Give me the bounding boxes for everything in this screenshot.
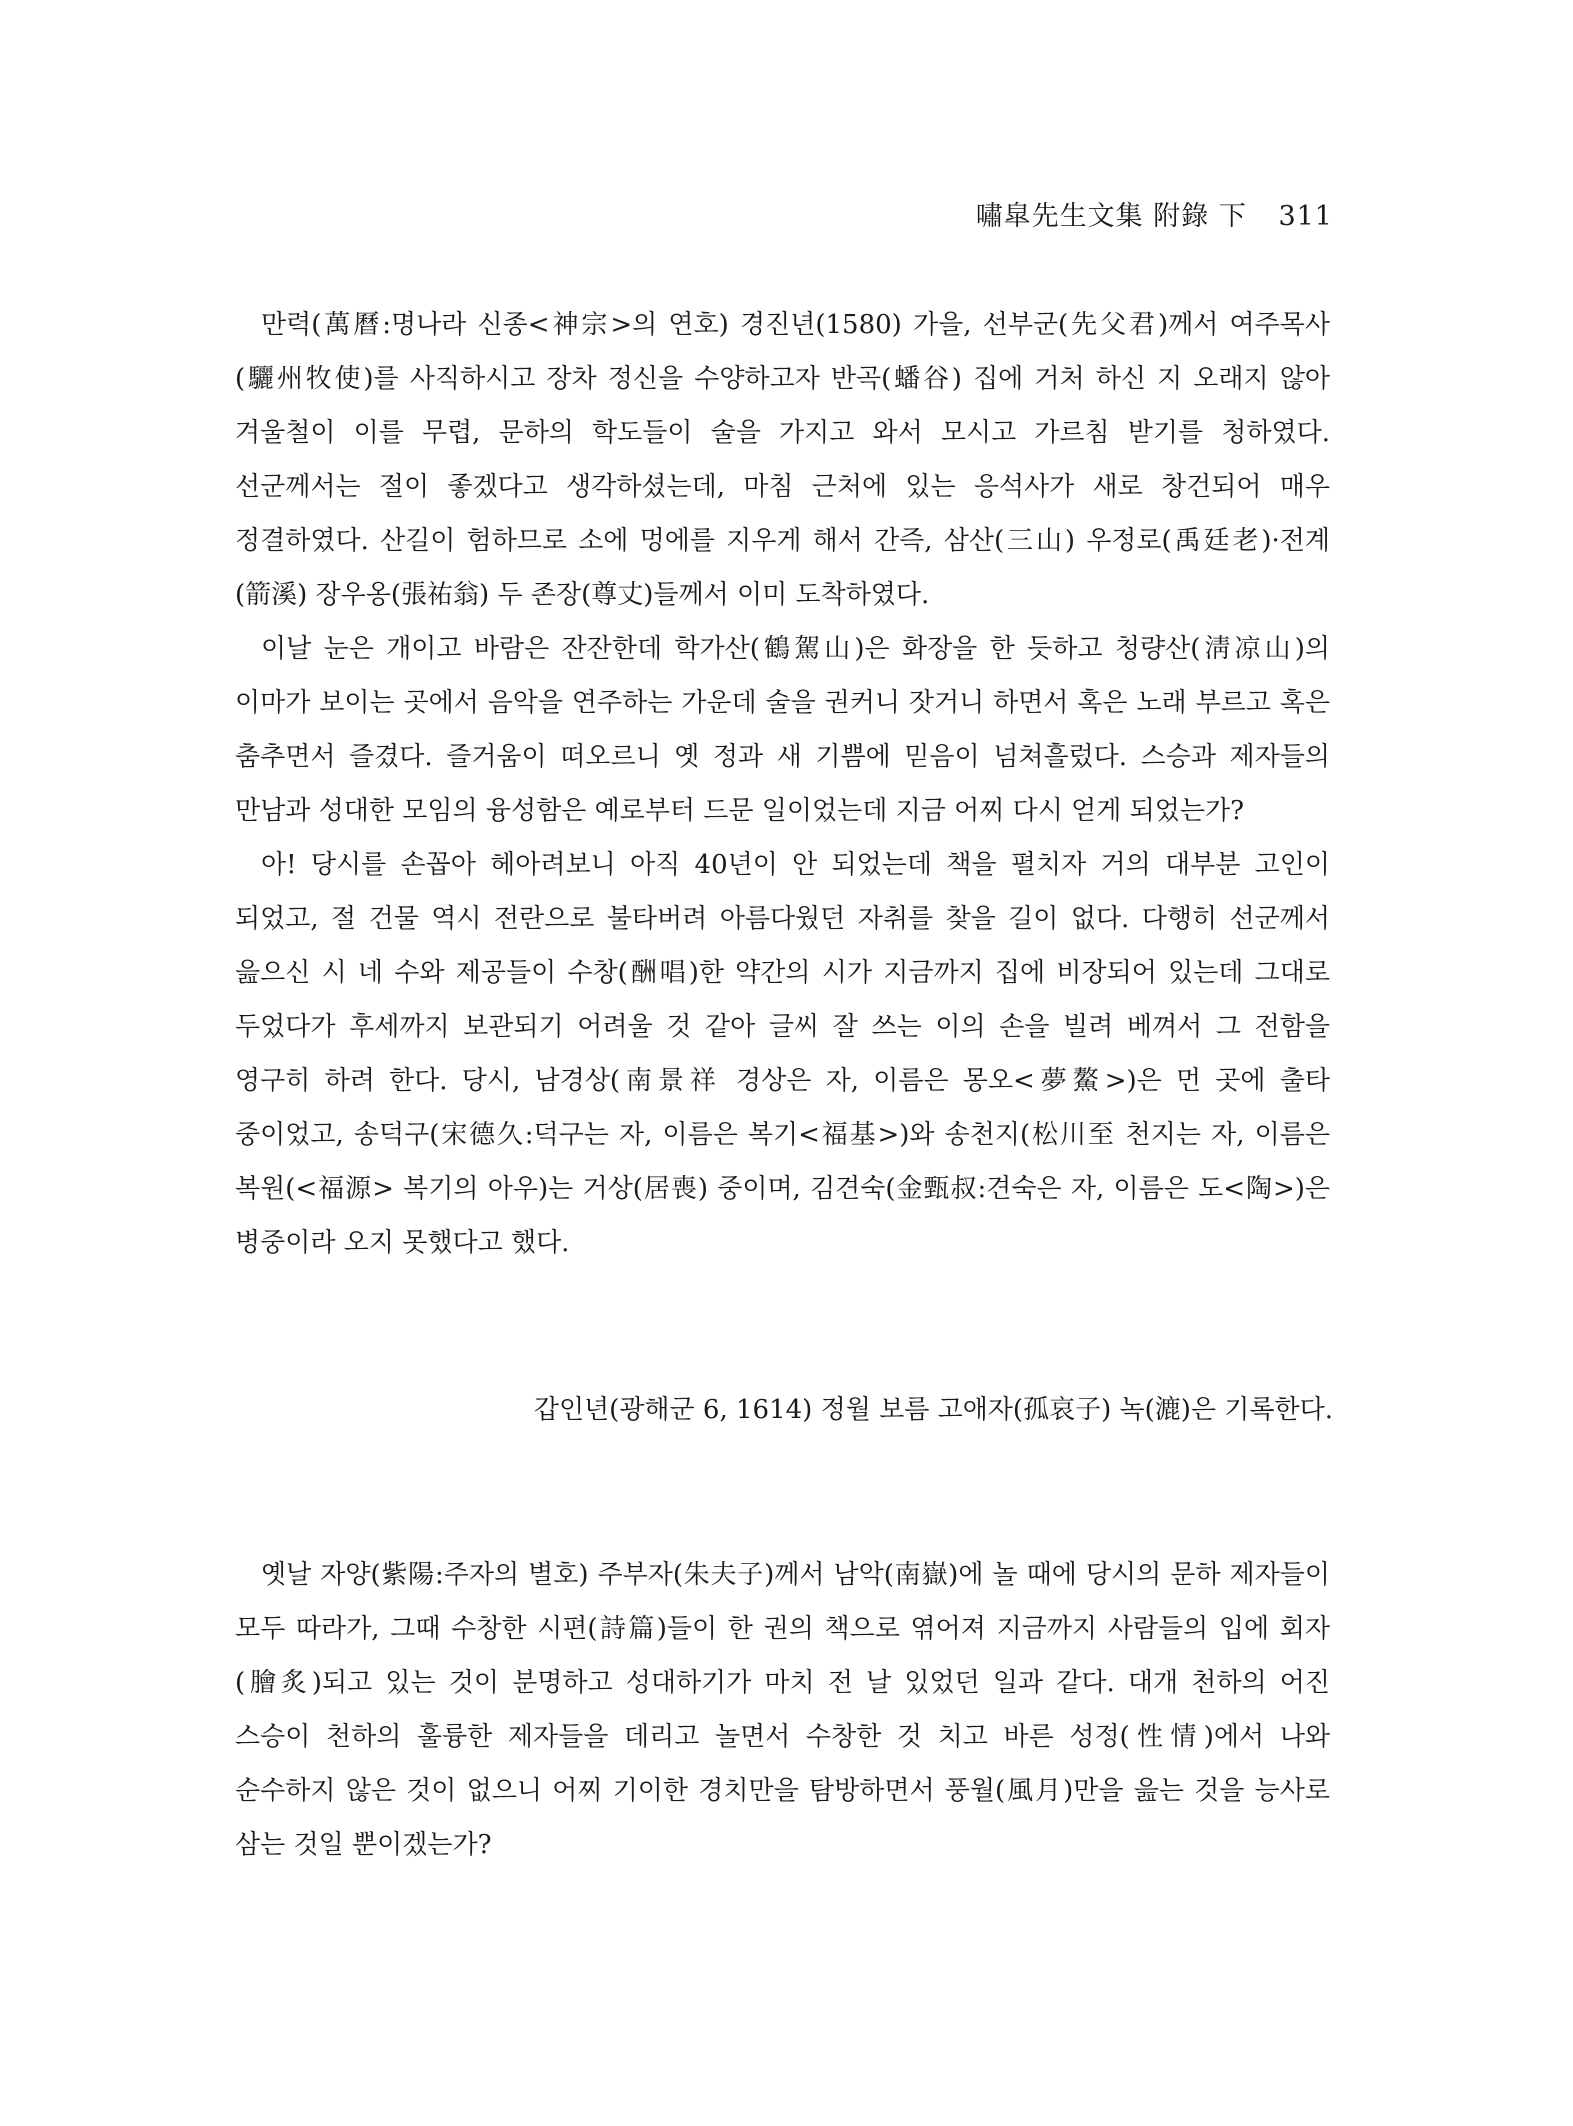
paragraph: 이날 눈은 개이고 바람은 잔잔한데 학가산(鶴駕山)은 화장을 한 듯하고 청량산(淸凉山)의 이마가 보이는 곳에서 음악을 연주하는 가운데 술을 권커니 잣거니 하면서 혹은 노래 부르고 혹은 춤추면서 즐겼다. 즐거움이 떠오르니 옛 정과 새 기쁨에 믿음이 넘쳐흘렀다. 스승과 제자들의 만남과 성대한 모임의 융성함은 예로부터 드문 일이었는데 지금 어찌 다시 얻게 되었는가? bbox=[235, 634, 1330, 826]
date-signature-line: 갑인년(광해군 6, 1614) 정월 보름 고애자(孤哀子) 녹(漉)은 기록한다. bbox=[533, 1395, 1333, 1425]
page-number: 311 bbox=[1278, 201, 1333, 232]
running-header bbox=[976, 194, 1333, 233]
paragraph: 아! 당시를 손꼽아 헤아려보니 아직 40년이 안 되었는데 책을 펼치자 거의 대부분 고인이 되었고, 절 건물 역시 전란으로 불타버려 아름다웠던 자취를 찾을 길이 없다. 다행히 선군께서 읊으신 시 네 수와 제공들이 수창(酬唱)한 약간의 시가 지금까지 집에 비장되어 있는데 그대로 두었다가 후세까지 보관되기 어려울 것 같아 글씨 잘 쓰는 이의 손을 빌려 베껴서 그 전함을 영구히 하려 한다. 당시, 남경상(南景祥 경상은 자, 이름은 몽오<夢鰲>)은 먼 곳에 출타 중이었고, 송덕구(宋德久:덕구는 자, 이름은 복기<福基>)와 송천지(松川至 천지는 자, 이름은 복원(<福源> 복기의 아우)는 거상(居喪) 중이며, 김견숙(金甄叔:견숙은 자, 이름은 도<陶>)은 병중이라 오지 못했다고 했다. bbox=[235, 850, 1330, 1258]
book-title: 嘯皐先生文集 附錄 下 bbox=[975, 201, 1247, 232]
paragraph: 만력(萬曆:명나라 신종<神宗>의 연호) 경진년(1580) 가을, 선부군(先父君)께서 여주목사(驪州牧使)를 사직하시고 장차 정신을 수양하고자 반곡(蟠谷) 집에 거처 하신 지 오래지 않아 겨울철이 이를 무렵, 문하의 학도들이 술을 가지고 와서 모시고 가르침 받기를 청하였다. 선군께서는 절이 좋겠다고 생각하셨는데, 마침 근처에 있는 응석사가 새로 창건되어 매우 정결하였다. 산길이 험하므로 소에 멍에를 지우게 해서 간즉, 삼산(三山) 우정로(禹廷老)·전계(箭溪) 장우옹(張祐翁) 두 존장(尊丈)들께서 이미 도착하였다. bbox=[235, 310, 1330, 610]
paragraph: 옛날 자양(紫陽:주자의 별호) 주부자(朱夫子)께서 남악(南嶽)에 놀 때에 당시의 문하 제자들이 모두 따라가, 그때 수창한 시편(詩篇)들이 한 권의 책으로 엮어져 지금까지 사람들의 입에 회자(膾炙)되고 있는 것이 분명하고 성대하기가 마치 전 날 있었던 일과 같다. 대개 천하의 어진 스승이 천하의 훌륭한 제자들을 데리고 놀면서 수창한 것 치고 바른 성정(性情)에서 나와 순수하지 않은 것이 없으니 어찌 기이한 경치만을 탐방하면서 풍월(風月)만을 읊는 것을 능사로 삼는 것일 뿐이겠는가? bbox=[235, 1560, 1330, 1860]
preface-section bbox=[235, 1548, 1330, 1872]
record-section bbox=[235, 298, 1330, 1270]
